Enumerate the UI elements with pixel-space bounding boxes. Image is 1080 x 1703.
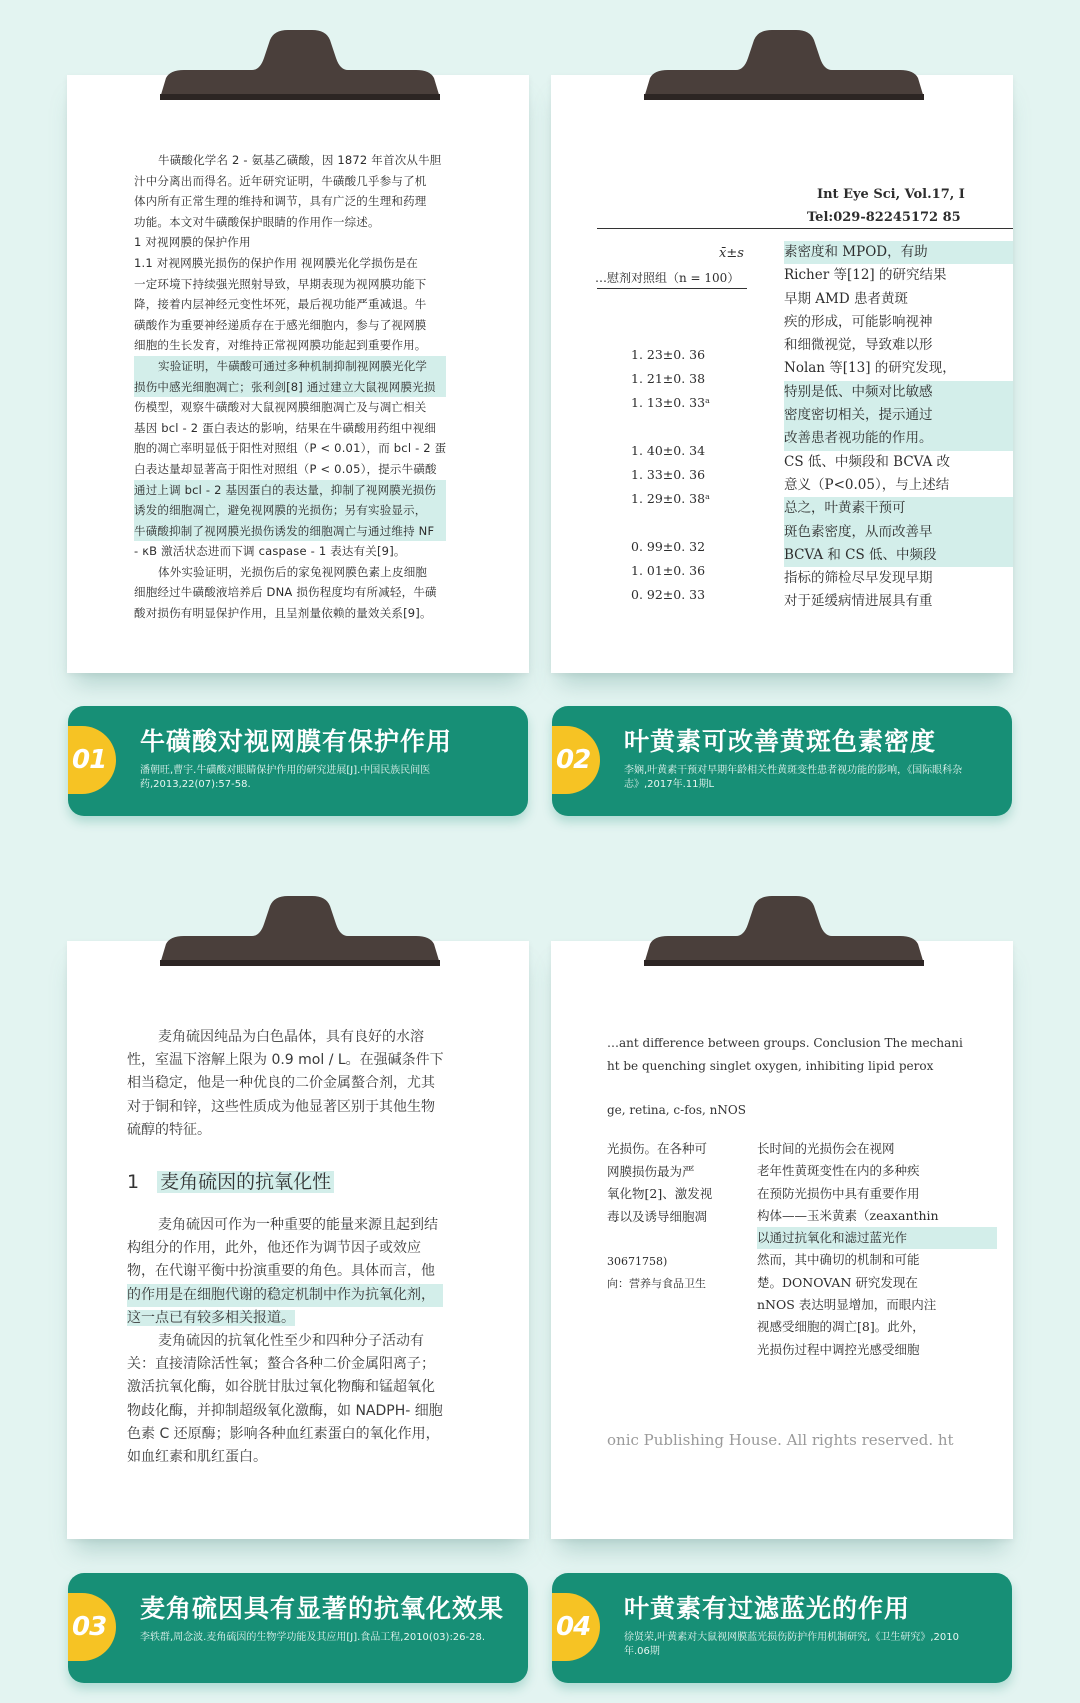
doc-line: 物歧化酶，并抑制超级氧化激酶，如 NADPH- 细胞 [127, 1402, 443, 1419]
doc-line: 细胞的生长发育，对维持正常视网膜功能起到重要作用。 [134, 338, 427, 353]
doc-line: 早期 AMD 患者黄斑 [784, 290, 908, 307]
doc-line: 胞的凋亡率明显低于阳性对照组（P < 0.01），而 bcl - 2 蛋 [134, 441, 447, 456]
doc-line-highlighted: 以通过抗氧化和滤过蓝光作 [757, 1227, 997, 1249]
doc-line: 麦角硫因纯品为白色晶体，具有良好的水溶 [158, 1029, 424, 1045]
doc-line: 在预防光损伤中具有重要作用 [757, 1185, 920, 1201]
card-1-banner [68, 706, 528, 816]
doc-line-highlighted: 密度密切相关，提示通过 [784, 404, 1013, 427]
journal-header: Int Eye Sci, Vol.17, I [817, 187, 965, 202]
document-body-3 [127, 1214, 443, 1469]
doc-line: 对于延缓病情进展具有重 [784, 593, 933, 610]
doc-line-highlighted: 损伤中感光细胞凋亡；张利剑[8] 通过建立大鼠视网膜光损 [134, 377, 446, 398]
number-badge: 01 [68, 726, 116, 794]
card-reference: 李娴,叶黄素干预对早期年龄相关性黄斑变性患者视功能的影响，《国际眼科杂志》,2017年.11期L [624, 765, 963, 790]
doc-line: 光损伤过程中调控光感受细胞 [757, 1341, 920, 1357]
document-text-1 [134, 150, 446, 624]
number-badge: 02 [552, 726, 600, 794]
doc-line: 老年性黄斑变性在内的多种疾 [757, 1163, 920, 1179]
doc-line: 功能。本文对牛磺酸保护眼睛的作用作一综述。 [134, 214, 380, 229]
document-intro-3 [127, 1026, 444, 1142]
doc-line: 降，接着内层神经元变性坏死，最后视功能严重减退。牛 [134, 297, 427, 312]
card-title: 叶黄素有过滤蓝光的作用 [624, 1594, 911, 1623]
copyright-footer: onic Publishing House. All rights reserved. ht [607, 1431, 954, 1449]
doc-keywords: ge, retina, c-fos, nNOS [607, 1103, 746, 1117]
doc-line: 一定环境下持续强光照射导致，早期表现为视网膜功能下 [134, 276, 427, 291]
table-cell: 1. 13±0. 33ᵃ [631, 395, 710, 410]
clipboard-clip-icon [644, 28, 924, 100]
document-text-2 [784, 241, 1013, 614]
doc-line: 体内所有正常生理的维持和调节，具有广泛的生理和药理 [134, 194, 427, 209]
doc-line: 色素 C 还原酶；影响各种血红素蛋白的氧化作用， [127, 1425, 440, 1442]
doc-line-highlighted: 牛磺酸抑制了视网膜光损伤诱发的细胞凋亡与通过维持 NF [134, 521, 446, 542]
doc-line: 伤模型，观察牛磺酸对大鼠视网膜细胞凋亡及与凋亡相关 [134, 400, 427, 415]
clipboard-clip-icon [160, 28, 440, 100]
doc-line: 关：直接清除活性氧；螯合各种二价金属阳离子； [127, 1356, 435, 1373]
table-cell: 1. 33±0. 36 [631, 467, 706, 482]
table-rule-mid [597, 288, 747, 289]
doc-line: 1.1 对视网膜光损伤的保护作用 视网膜光化学损伤是在 [134, 255, 418, 270]
doc-line-highlighted: 通过上调 bcl - 2 基因蛋白的表达量，抑制了视网膜光损伤 [134, 480, 446, 501]
doc-line: 物，在代谢平衡中扮演重要的角色。具体而言，他 [127, 1263, 435, 1280]
doc-line: - κB 激活状态进而下调 caspase - 1 表达有关[9]。 [134, 544, 406, 559]
card-4-banner [552, 1573, 1012, 1683]
doc-line: 光损伤。在各种可 [607, 1141, 708, 1156]
doc-line: 细胞经过牛磺酸液培养后 DNA 损伤程度均有所减轻，牛磺 [134, 585, 437, 600]
table-cell: 1. 01±0. 36 [631, 563, 706, 578]
doc-line: CS 低、中频段和 BCVA 改 [784, 453, 951, 470]
card-title: 叶黄素可改善黄斑色素密度 [624, 727, 937, 756]
doc-line [607, 1228, 732, 1251]
table-header: x̄±s [719, 246, 744, 261]
doc-line: Richer 等[12] 的研究结果 [784, 267, 947, 284]
table-cell: 1. 21±0. 38 [631, 371, 706, 386]
clipboard-clip-icon [644, 894, 924, 966]
doc-line-highlighted: 这一点已有较多相关报道。 [127, 1309, 295, 1326]
card-reference: 潘朝旺,曹宇.牛磺酸对眼睛保护作用的研究进展[J].中国民族民间医药,2013,22(07):57-58. [140, 765, 431, 790]
document-sheet-1 [67, 75, 529, 673]
doc-line: 体外实验证明，光损伤后的家兔视网膜色素上皮细胞 [158, 564, 428, 579]
doc-line: 相当稳定，他是一种优良的二价金属螯合剂，尤其 [127, 1075, 435, 1092]
doc-line: 激活抗氧化酶，如谷胱甘肽过氧化物酶和锰超氧化 [127, 1379, 435, 1396]
doc-line: 氧化物[2]、激发视 [607, 1186, 713, 1201]
number-badge: 04 [552, 1593, 600, 1661]
doc-line: 基因 bcl - 2 蛋白表达的影响，结果在牛磺酸用药组中视细 [134, 420, 437, 435]
doc-line: 然而，其中确切的机制和可能 [757, 1252, 920, 1268]
doc-line: 构组分的作用，此外，他还作为调节因子或效应 [127, 1240, 421, 1257]
document-left-column-4 [607, 1138, 732, 1296]
table-cell: 1. 40±0. 34 [631, 443, 706, 458]
card-3-banner [68, 1573, 528, 1683]
doc-line: 汁中分离出而得名。近年研究证明，牛磺酸几乎参与了机 [134, 173, 427, 188]
doc-line-highlighted: 素密度和 MPOD，有助 [784, 241, 1013, 264]
doc-line-highlighted: BCVA 和 CS 低、中频段 [784, 544, 1013, 567]
doc-line: 长时间的光损伤会在视网 [757, 1141, 895, 1156]
table-cell: 1. 23±0. 36 [631, 347, 706, 362]
doc-line: 麦角硫因的抗氧化性至少和四种分子活动有 [158, 1333, 424, 1350]
doc-heading: 1 对视网膜的保护作用 [134, 235, 251, 250]
document-sheet-2 [551, 75, 1013, 673]
doc-line: 性，室温下溶解上限为 0.9 mol / L。在强碱条件下 [127, 1052, 444, 1069]
doc-line: 白表达量却显著高于阳性对照组（P < 0.05），提示牛磺酸 [134, 461, 437, 476]
doc-line: 疾的形成，可能影响视神 [784, 313, 933, 330]
doc-line-highlighted: 斑色素密度，从而改善早 [784, 521, 1013, 544]
doc-line: ht be quenching singlet oxygen, inhibiting lipid perox [607, 1058, 934, 1073]
section-title: 麦角硫因的抗氧化性 [157, 1171, 334, 1193]
number-badge: 03 [68, 1593, 116, 1661]
clipboard-clip-icon [160, 894, 440, 966]
section-heading [127, 1167, 334, 1194]
doc-line: 如血红素和肌红蛋白。 [127, 1449, 267, 1466]
doc-line-highlighted: 诱发的细胞凋亡，避免视网膜的光损伤；另有实验显示， [134, 500, 446, 521]
table-values [631, 343, 710, 607]
table-rule-top [597, 228, 1013, 229]
doc-line-wrap [127, 1307, 443, 1330]
doc-line: …ant difference between groups. Conclusion The mechani [607, 1036, 963, 1050]
card-2-banner [552, 706, 1012, 816]
card-title: 麦角硫因具有显著的抗氧化效果 [140, 1594, 505, 1623]
card-reference: 徐贤荣,叶黄素对大鼠视网膜蓝光损伤防护作用机制研究,《卫生研究》,2010年.06期 [624, 1632, 959, 1657]
doc-line: 牛磺酸化学名 2 - 氨基乙磺酸，因 1872 年首次从牛胆 [158, 153, 442, 167]
table-cell: 0. 99±0. 32 [631, 539, 706, 554]
doc-line: 向：营养与食品卫生 [607, 1277, 706, 1290]
doc-line: 磺酸作为重要神经递质存在于感光细胞内，参与了视网膜 [134, 317, 427, 332]
doc-line: 和细微视觉，导致难以形 [784, 337, 933, 354]
doc-line: 对于铜和锌，这些性质成为他显著区别于其他生物 [127, 1098, 435, 1115]
doc-line: 酸对损伤有明显保护作用，且呈剂量依赖的量效关系[9]。 [134, 606, 432, 621]
table-cell: 1. 29±0. 38ᵃ [631, 491, 710, 506]
document-abstract-4 [607, 1032, 995, 1122]
doc-line: 网膜损伤最为严 [607, 1163, 695, 1179]
document-sheet-4 [551, 941, 1013, 1539]
document-sheet-3 [67, 941, 529, 1539]
journal-tel: Tel:029-82245172 85 [807, 210, 961, 225]
doc-line-highlighted: 改善患者视功能的作用。 [784, 427, 1013, 450]
doc-line: nNOS 表达明显增加，而眼内注 [757, 1297, 937, 1313]
doc-line: 毒以及诱导细胞凋 [607, 1208, 708, 1224]
doc-line: 意义（P<0.05），与上述结 [784, 476, 950, 493]
doc-line: Nolan 等[13] 的研究发现， [784, 360, 956, 377]
doc-line: 视感受细胞的凋亡[8]。此外， [757, 1319, 925, 1335]
doc-line-highlighted: 总之，叶黄素干预可 [784, 497, 1013, 520]
document-right-column-4 [757, 1138, 997, 1361]
doc-line: 构体——玉米黄素（zeaxanthin [757, 1207, 939, 1223]
doc-line: 麦角硫因可作为一种重要的能量来源且起到结 [158, 1217, 438, 1233]
card-reference: 李轶群,周念波.麦角硫因的生物学功能及其应用[J].食品工程,2010(03):26-28. [140, 1632, 486, 1643]
doc-line: 楚。DONOVAN 研究发现在 [757, 1274, 918, 1290]
doc-line-highlighted: 实验证明，牛磺酸可通过多种机制抑制视网膜光化学 [134, 356, 446, 377]
doc-line-highlighted: 的作用是在细胞代谢的稳定机制中作为抗氧化剂， [127, 1284, 443, 1307]
doc-line: 指标的筛检尽早发现早期 [784, 570, 933, 587]
card-title: 牛磺酸对视网膜有保护作用 [140, 727, 453, 756]
section-number: 1 [127, 1171, 140, 1193]
doc-line: 硫醇的特征。 [127, 1121, 211, 1138]
table-cell: 0. 92±0. 33 [631, 587, 706, 602]
table-group-label: …慰剂对照组（n = 100） [595, 271, 740, 285]
doc-line-highlighted: 特别是低、中频对比敏感 [784, 381, 1013, 404]
doc-line: 30671758) [607, 1254, 668, 1268]
